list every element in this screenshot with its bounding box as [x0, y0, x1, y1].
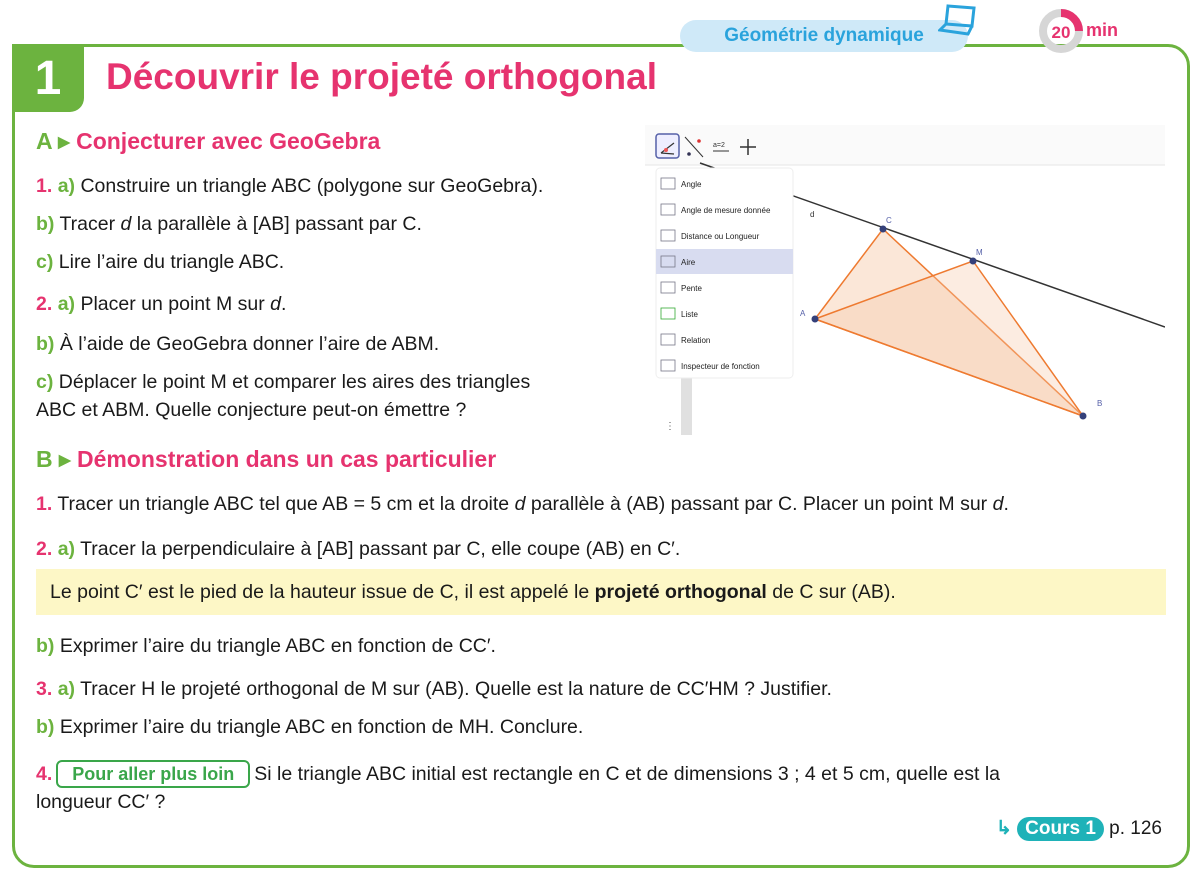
question-b3a: 3. a) Tracer H le projeté orthogonal de M sur (AB). Quelle est la nature de CC′HM ? Justifier.	[36, 678, 832, 700]
point-b[interactable]	[1080, 413, 1087, 420]
question-b3b: b) Exprimer l’aire du triangle ABC en fonction de MH. Conclure.	[36, 716, 584, 738]
point-c[interactable]	[880, 226, 887, 233]
question-b4-cont: longueur CC′ ?	[36, 791, 166, 813]
menu-highlight	[656, 249, 793, 274]
svg-text:A: A	[800, 309, 806, 318]
question-a1b: b) Tracer d la parallèle à [AB] passant par C.	[36, 213, 422, 235]
tool-angle-button[interactable]	[656, 134, 679, 158]
geogebra-screenshot	[645, 125, 1165, 435]
menu-item[interactable]: Angle de mesure donnée	[681, 206, 771, 215]
menu-item[interactable]: Angle	[681, 180, 702, 189]
page-title: Découvrir le projeté orthogonal	[106, 56, 657, 97]
timer-icon	[1038, 8, 1084, 54]
menu-item[interactable]: Pente	[681, 284, 702, 293]
definition-box: Le point C′ est le pied de la hauteur issue de C, il est appelé le projeté orthogonal de C sur (AB).	[36, 569, 1166, 615]
menu-item[interactable]: Liste	[681, 310, 698, 319]
question-a2a: 2. a) Placer un point M sur d.	[36, 293, 287, 315]
timer-unit: min	[1086, 20, 1119, 40]
line-d-label: d	[810, 210, 815, 219]
svg-text:B: B	[1097, 399, 1103, 408]
laptop-icon	[938, 2, 978, 36]
svg-text:C: C	[886, 216, 892, 225]
menu-item[interactable]: Aire	[681, 258, 696, 267]
more-icon[interactable]: ⋮	[665, 421, 675, 432]
section-b-heading: B ▸ Démonstration dans un cas particulier	[36, 446, 497, 472]
course-reference[interactable]: ↳ Cours 1 p. 126	[995, 818, 1162, 839]
point-m[interactable]	[970, 258, 977, 265]
point-a[interactable]	[812, 316, 819, 323]
svg-text:M: M	[976, 248, 983, 257]
menu-item[interactable]: Distance ou Longueur	[681, 232, 760, 241]
further-badge: Pour aller plus loin	[56, 760, 250, 788]
question-b2a: 2. a) Tracer la perpendiculaire à [AB] passant par C, elle coupe (AB) en C′.	[36, 538, 681, 560]
question-a2b: b) À l’aide de GeoGebra donner l’aire de ABM.	[36, 333, 440, 355]
question-b4: 4. Pour aller plus loin Si le triangle ABC initial est rectangle en C et de dimensions 3 ; 4 et 5 cm, quelle est la	[36, 760, 1000, 788]
timer-value: 20	[1051, 23, 1071, 42]
menu-item[interactable]: Relation	[681, 336, 711, 345]
scrollbar[interactable]	[681, 378, 692, 435]
question-b2b: b) Exprimer l’aire du triangle ABC en fonction de CC′.	[36, 635, 496, 657]
menu-item[interactable]: Inspecteur de fonction	[681, 362, 760, 371]
section-a-heading: A ▸ Conjecturer avec GeoGebra	[36, 128, 381, 154]
category-tag: Géométrie dynamique	[680, 20, 968, 52]
exercise-number: 1	[12, 44, 84, 112]
question-a2c-cont: ABC et ABM. Quelle conjecture peut-on émettre ?	[36, 399, 467, 421]
svg-text:a=2: a=2	[713, 142, 725, 149]
question-b1: 1. Tracer un triangle ABC tel que AB = 5 cm et la droite d parallèle à (AB) passant par C. Placer un point M sur d.	[36, 493, 1009, 515]
question-a2c: c) Déplacer le point M et comparer les aires des triangles	[36, 371, 531, 393]
question-a1c: c) Lire l’aire du triangle ABC.	[36, 251, 285, 273]
question-a1a: 1. a) Construire un triangle ABC (polygone sur GeoGebra).	[36, 175, 544, 197]
